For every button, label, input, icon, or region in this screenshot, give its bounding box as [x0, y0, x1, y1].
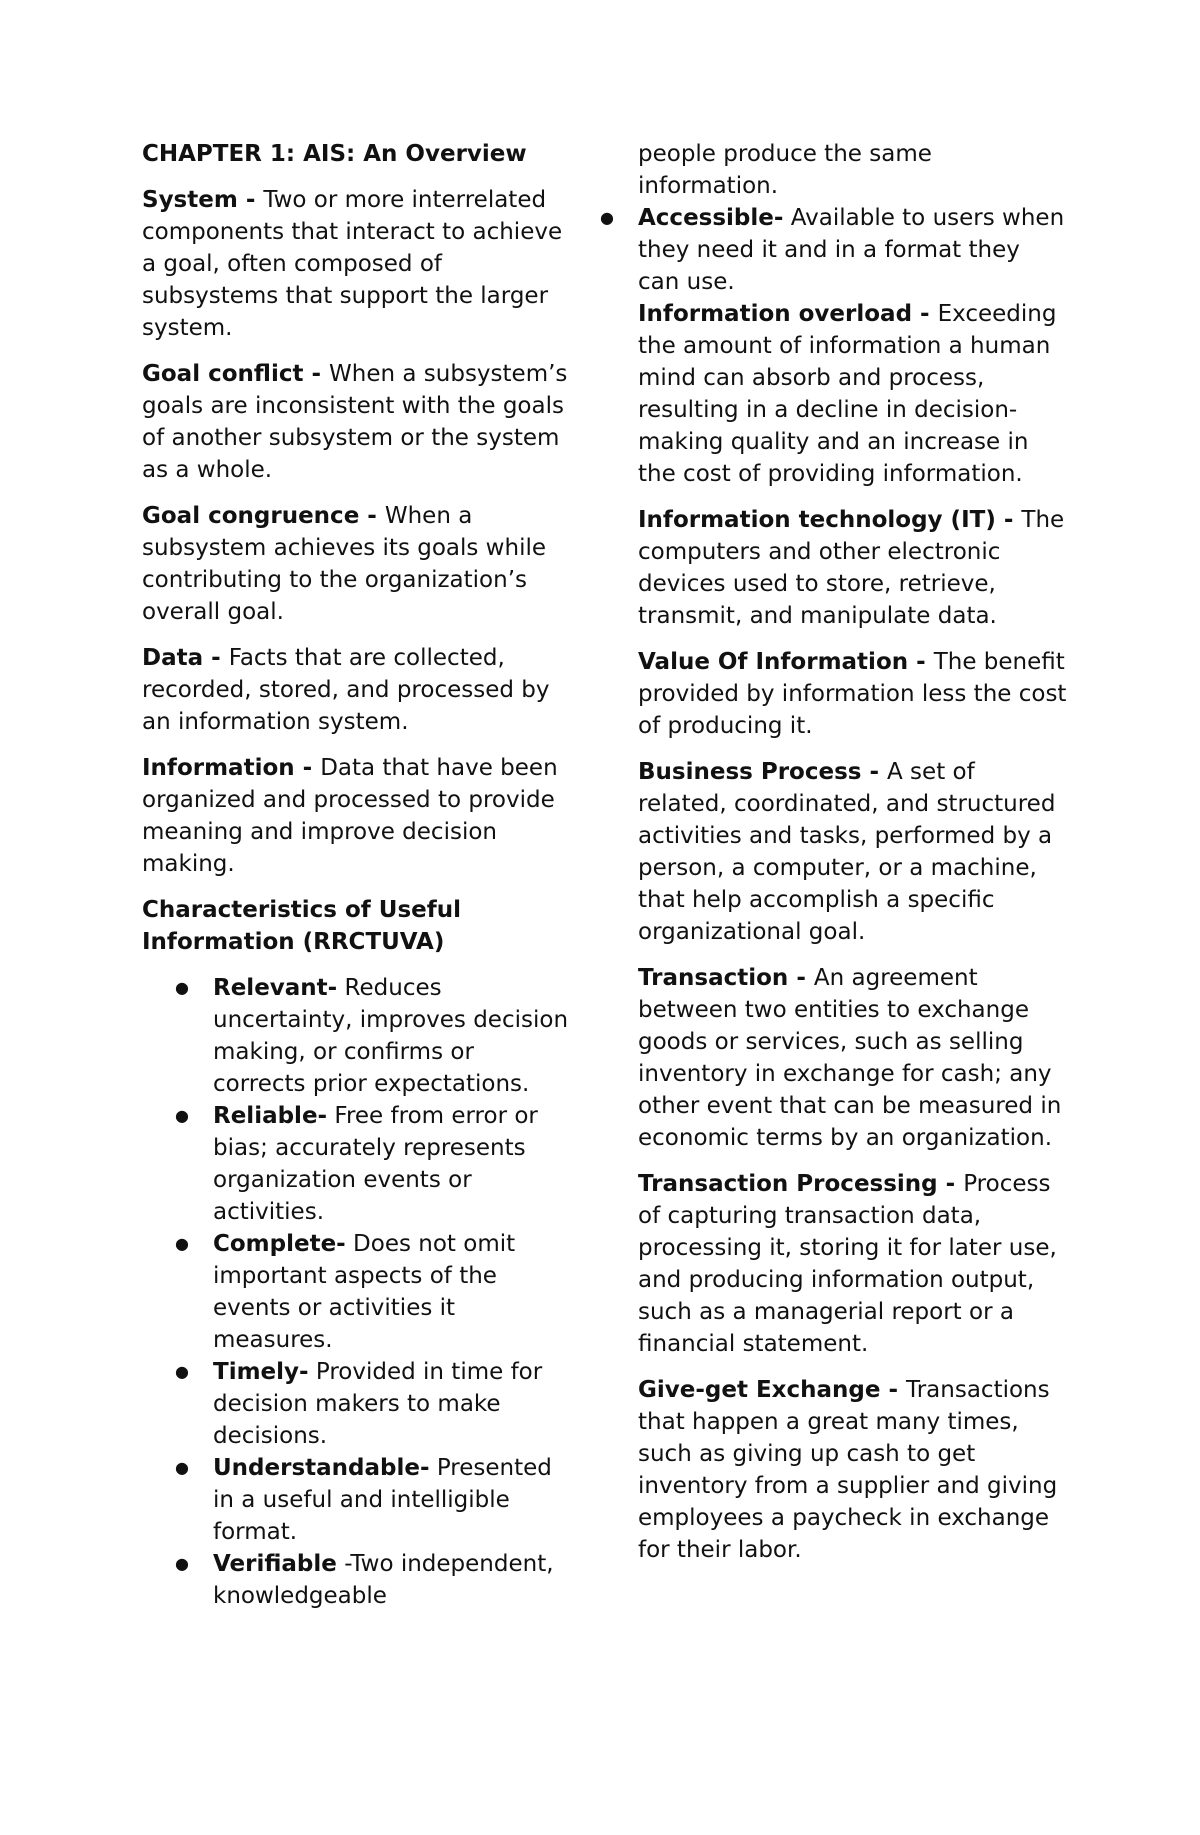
definition-separator: -	[937, 1171, 964, 1197]
definition-text: The benefit provided by information less the cost of producing it.	[638, 649, 1067, 739]
definition-text: When a subsystem’s goals are inconsistent with the goals of another subsystem or the system as a whole.	[142, 361, 568, 483]
characteristic-text: Presented in a useful and intelligible format.	[213, 1455, 552, 1545]
definition-text: Transactions that happen a great many times, such as giving up cash to get inventory from a supplier and giving employees a paycheck in exchange for their labor.	[638, 1377, 1058, 1563]
definition-text: A set of related, coordinated, and structured activities and tasks, performed by a person, a computer, or a machine, that help accomplish a specific organizational goal.	[638, 759, 1056, 945]
definition-data	[142, 642, 572, 738]
list-item-accessible	[567, 202, 1068, 298]
characteristic-text: -Two independent, knowledgeable	[213, 1551, 554, 1609]
right-column	[600, 138, 1068, 1580]
definition-term: Information technology (IT)	[638, 507, 996, 533]
definition-separator: -	[908, 649, 934, 675]
definition-value-of-information	[638, 646, 1068, 742]
definition-term: Data	[142, 645, 204, 671]
definition-term: Goal congruence	[142, 503, 360, 529]
characteristic-term: Timely-	[213, 1359, 309, 1385]
characteristic-text: Reduces uncertainty, improves decision making, or confirms or corrects prior expectations.	[213, 975, 569, 1097]
definition-information-technology	[638, 504, 1068, 632]
definition-system	[142, 184, 572, 344]
characteristics-list-continued	[567, 202, 1068, 298]
definition-text: Data that have been organized and processed to provide meaning and improve decision making.	[142, 755, 558, 877]
definition-text: The computers and other electronic devices used to store, retrieve, transmit, and manipulate data.	[638, 507, 1065, 629]
definition-term: Value Of Information	[638, 649, 909, 675]
characteristic-term: Understandable-	[213, 1455, 430, 1481]
definition-information	[142, 752, 572, 880]
definition-information-overload	[638, 298, 1068, 490]
definition-separator: -	[912, 301, 938, 327]
definition-text: Exceeding the amount of information a human mind can absorb and process, resulting in a decline in decision-making quality and an increase in the cost of providing information.	[638, 301, 1057, 487]
definition-separator: -	[788, 965, 814, 991]
characteristic-text: Does not omit important aspects of the events or activities it measures.	[213, 1231, 516, 1353]
list-item-verifiable	[142, 1548, 572, 1612]
characteristic-term: Complete-	[213, 1231, 346, 1257]
definition-text: Two or more interrelated components that interact to achieve a goal, often composed of subsystems that support the larger system.	[142, 187, 563, 341]
characteristic-term: Accessible-	[638, 205, 784, 231]
list-item-understandable	[142, 1452, 572, 1548]
characteristic-term: Relevant-	[213, 975, 338, 1001]
characteristic-term: Verifiable	[213, 1551, 337, 1577]
definition-business-process	[638, 756, 1068, 948]
characteristic-text: Free from error or bias; accurately represents organization events or activities.	[213, 1103, 538, 1225]
definition-separator: -	[294, 755, 321, 781]
bullet-icon: ●	[600, 208, 614, 227]
characteristic-text: Available to users when they need it and in a format they can use.	[638, 205, 1065, 295]
verifiable-continuation: people produce the same information.	[638, 141, 932, 199]
definition-text: Facts that are collected, recorded, stored, and processed by an information system.	[142, 645, 550, 735]
characteristics-heading: Characteristics of Useful Information (RRCTUVA)	[142, 897, 462, 955]
definition-term: Give-get Exchange	[638, 1377, 881, 1403]
left-column	[142, 138, 572, 1612]
definition-separator: -	[203, 645, 229, 671]
bullet-icon: ●	[175, 978, 189, 997]
definition-term: Transaction Processing	[638, 1171, 938, 1197]
bullet-icon: ●	[175, 1234, 189, 1253]
definition-text: When a subsystem achieves its goals while contributing to the organization’s overall goal.	[142, 503, 547, 625]
definition-separator: -	[303, 361, 330, 387]
definition-transaction-processing	[638, 1168, 1068, 1360]
bullet-icon: ●	[175, 1554, 189, 1573]
characteristic-term: Reliable-	[213, 1103, 328, 1129]
definition-goal-conflict	[142, 358, 572, 486]
definition-separator: -	[861, 759, 888, 785]
definition-transaction	[638, 962, 1068, 1154]
characteristics-list	[142, 972, 572, 1612]
definition-separator: -	[880, 1377, 907, 1403]
definition-separator: -	[237, 187, 264, 213]
definition-separator: -	[995, 507, 1022, 533]
definition-term: Information overload	[638, 301, 913, 327]
chapter-title: CHAPTER 1: AIS: An Overview	[142, 141, 527, 167]
definition-separator: -	[359, 503, 385, 529]
characteristics-continuation	[567, 138, 1068, 298]
definition-give-get-exchange	[638, 1374, 1068, 1566]
bullet-icon: ●	[175, 1362, 189, 1381]
definition-term: Business Process	[638, 759, 862, 785]
definition-text: An agreement between two entities to exchange goods or services, such as selling inventory in exchange for cash; any other event that can be measured in economic terms by an organization.	[638, 965, 1062, 1151]
characteristic-text: Provided in time for decision makers to make decisions.	[213, 1359, 543, 1449]
definition-term: Transaction	[638, 965, 789, 991]
definition-term: Goal conflict	[142, 361, 304, 387]
list-item-timely	[142, 1356, 572, 1452]
bullet-icon: ●	[175, 1458, 189, 1477]
definition-term: Information	[142, 755, 295, 781]
bullet-icon: ●	[175, 1106, 189, 1125]
list-item-relevant	[142, 972, 572, 1100]
list-item-reliable	[142, 1100, 572, 1228]
definition-text: Process of capturing transaction data, processing it, storing it for later use, and producing information output, such as a managerial report or a financial statement.	[638, 1171, 1057, 1357]
definition-term: System	[142, 187, 238, 213]
definition-goal-congruence	[142, 500, 572, 628]
list-item-complete	[142, 1228, 572, 1356]
